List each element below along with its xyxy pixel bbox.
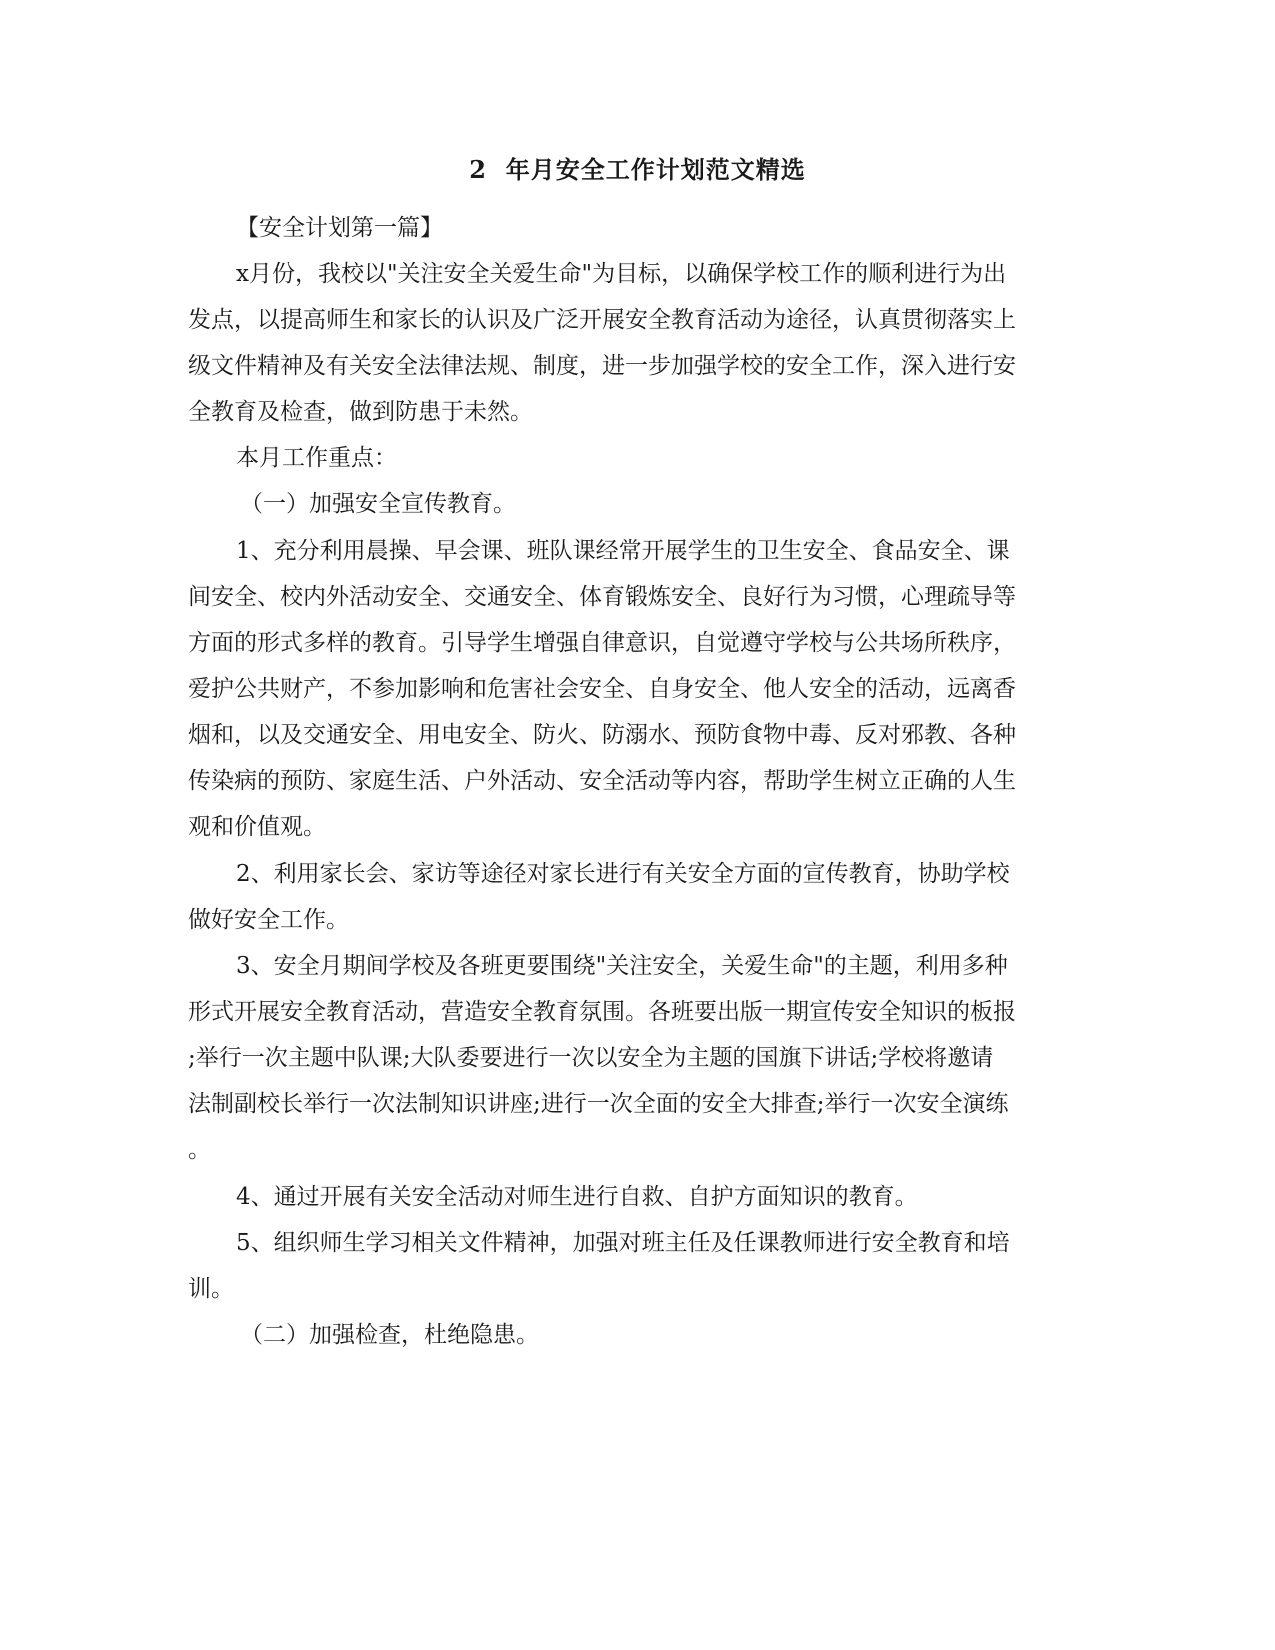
paragraph-line: 间安全、校内外活动安全、交通安全、体育锻炼安全、良好行为习惯，心理疏导等 <box>188 584 1016 610</box>
paragraph-line: 4、通过开展有关安全活动对师生进行自救、自护方面知识的教育。 <box>236 1184 918 1210</box>
paragraph-line: 做好安全工作。 <box>188 907 349 933</box>
paragraph-line: 传染病的预防、家庭生活、户外活动、安全活动等内容，帮助学生树立正确的人生 <box>188 768 1016 794</box>
paragraph-line: 级文件精神及有关安全法律法规、制度，进一步加强学校的安全工作，深入进行安 <box>188 353 1016 379</box>
paragraph-line: 本月工作重点： <box>236 445 397 471</box>
section-heading: 【安全计划第一篇】 <box>236 215 443 241</box>
paragraph-line: 方面的形式多样的教育。引导学生增强自律意识，自觉遵守学校与公共场所秩序， <box>188 630 1016 656</box>
paragraph-line: 2、利用家长会、家访等途径对家长进行有关安全方面的宣传教育，协助学校 <box>236 861 1010 887</box>
paragraph-line: 发点，以提高师生和家长的认识及广泛开展安全教育活动为途径，认真贯彻落实上 <box>188 307 1016 333</box>
paragraph-line: 1、充分利用晨操、早会课、班队课经常开展学生的卫生安全、食品安全、课 <box>236 538 1010 564</box>
paragraph-line: 全教育及检查，做到防患于未然。 <box>188 399 533 425</box>
paragraph-line: 烟和，以及交通安全、用电安全、防火、防溺水、预防食物中毒、反对邪教、各种 <box>188 722 1016 748</box>
subsection-heading: （一）加强安全宣传教育。 <box>240 491 516 517</box>
paragraph-line: 5、组织师生学习相关文件精神，加强对班主任及任课教师进行安全教育和培 <box>236 1230 1010 1256</box>
paragraph-line: 法制副校长举行一次法制知识讲座;进行一次全面的安全大排查;举行一次安全演练 <box>188 1091 1009 1117</box>
paragraph-line: 形式开展安全教育活动，营造安全教育氛围。各班要出版一期宣传安全知识的板报 <box>188 999 1016 1025</box>
paragraph-line: 观和价值观。 <box>188 814 326 840</box>
paragraph-line: x月份，我校以"关注安全关爱生命"为目标，以确保学校工作的顺利进行为出 <box>236 261 1007 287</box>
paragraph-line: ;举行一次主题中队课;大队委要进行一次以安全为主题的国旗下讲话;学校将邀请 <box>188 1045 994 1071</box>
document-title: 2 年月安全工作计划范文精选 <box>469 155 806 184</box>
paragraph-line: 爱护公共财产，不参加影响和危害社会安全、自身安全、他人安全的活动，远离香 <box>188 676 1016 702</box>
paragraph-line: 训。 <box>188 1276 234 1302</box>
paragraph-line: 3、安全月期间学校及各班更要围绕"关注安全，关爱生命"的主题，利用多种 <box>236 953 1008 979</box>
subsection-heading: （二）加强检查，杜绝隐患。 <box>240 1322 539 1348</box>
paragraph-line: 。 <box>188 1137 211 1163</box>
